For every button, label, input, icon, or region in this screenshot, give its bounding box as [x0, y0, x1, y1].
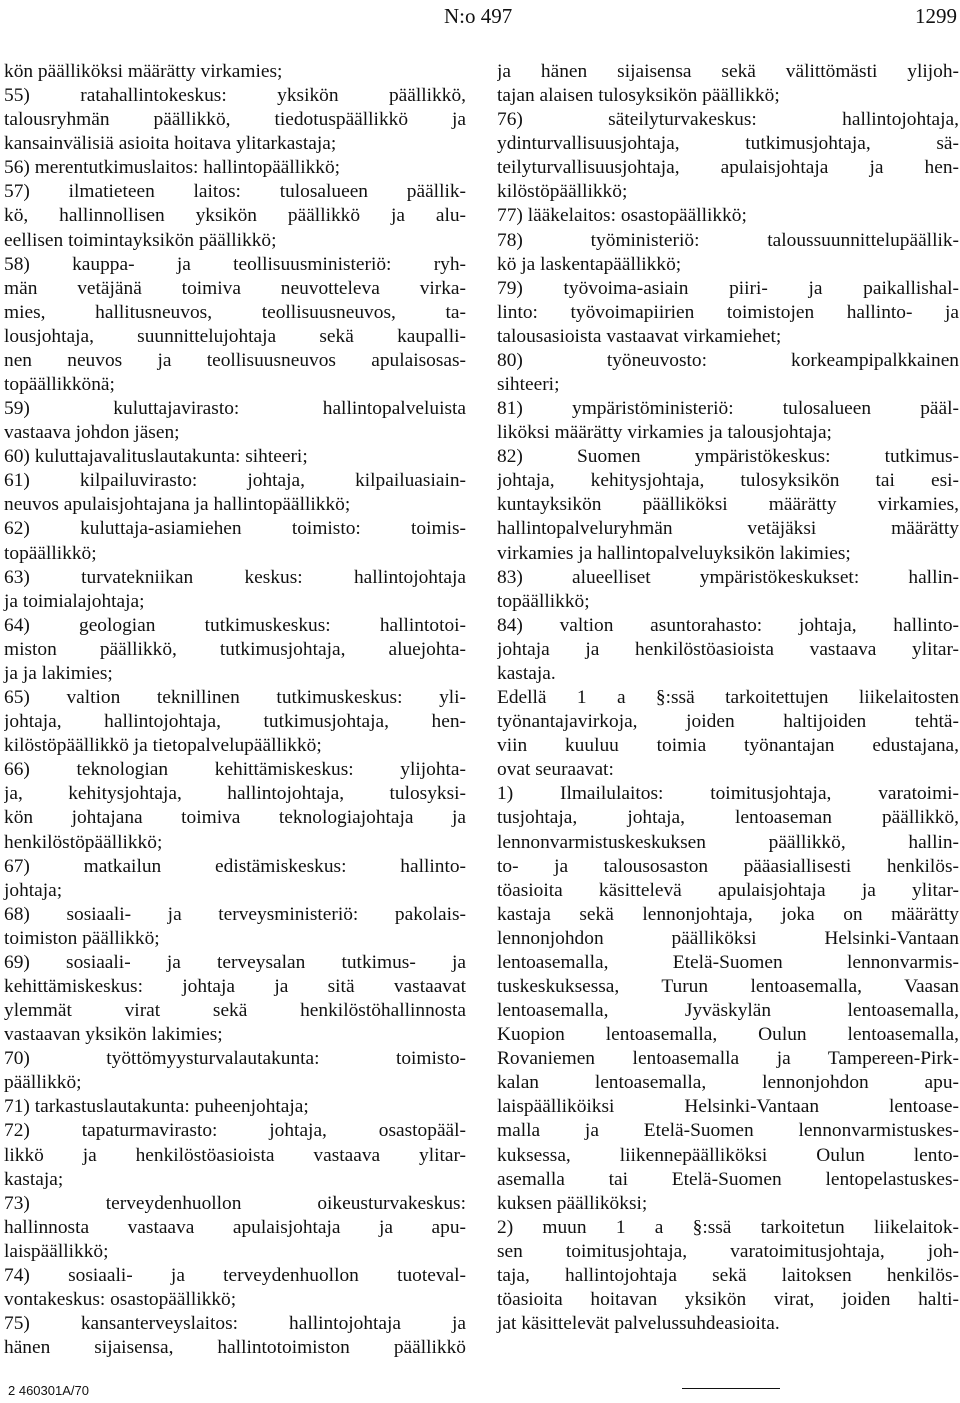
- text-line: lousjohtaja, suunnittelujohtaja sekä kaupalli-: [4, 325, 466, 347]
- text-line: kö, hallinnollisen yksikön päällikkö ja alu-: [4, 205, 466, 227]
- text-line: vontakeskus: osastopäällikkö;: [4, 1288, 237, 1310]
- text-line: män vetäjänä toimiva neuvotteleva virka-: [4, 277, 466, 299]
- text-line: eellisen toimintayksikön päällikkö;: [4, 229, 277, 251]
- text-line: kastaja;: [4, 1168, 64, 1190]
- text-line: Rovaniemen lentoasemalla ja Tampereen-Pirk-: [497, 1048, 959, 1070]
- page-number: 1299: [915, 4, 957, 28]
- text-line: sihteeri;: [497, 374, 560, 396]
- text-line: talousryhmän päällikkö, tiedotuspäällikkö ja: [4, 109, 466, 131]
- end-divider-rule: [682, 1388, 780, 1389]
- text-line: 56) merentutkimuslaitos: hallintopäällikkö;: [4, 157, 341, 179]
- text-line: malla ja Etelä-Suomen lennonvarmistuskes-: [497, 1120, 959, 1142]
- text-line: tuskeskuksessa, Turun lentoasemalla, Vaasan: [497, 975, 959, 997]
- text-line: liköksi määrätty virkamies ja talousjohtaja;: [497, 422, 832, 444]
- text-line: töasioita hoitavan yksikön virat, joiden halti-: [497, 1288, 959, 1310]
- print-code: 2 460301A/70: [8, 1383, 89, 1398]
- text-line: 72) tapaturmavirasto: johtaja, osastopääl-: [4, 1120, 466, 1142]
- text-line: ydinturvallisuusjohtaja, tutkimusjohtaja, sä-: [497, 133, 959, 155]
- text-line: päällikkö;: [4, 1072, 82, 1094]
- text-line: Kuopion lentoasemalla, Oulun lentoasemalla,: [497, 1024, 959, 1046]
- text-line: viin kuuluu toimia työnantajan edustajana,: [497, 735, 959, 757]
- text-line: johtaja ja henkilöstöasioista vastaava ylitar-: [497, 638, 959, 660]
- text-line: kalan lentoasemalla, lennonjohdon apu-: [497, 1072, 959, 1094]
- text-line: nen neuvos ja teollisuusneuvos apulaisosas-: [4, 349, 466, 371]
- text-line: 68) sosiaali- ja terveysministeriö: pakolais-: [4, 903, 466, 925]
- text-line: 77) lääkelaitos: osastopäällikkö;: [497, 205, 747, 227]
- text-line: 59) kuluttajavirasto: hallintopalveluista: [4, 398, 466, 420]
- text-line: 64) geologian tutkimuskeskus: hallintotoi-: [4, 614, 466, 636]
- text-line: ja toimialajohtaja;: [4, 590, 145, 612]
- text-line: tajan alaisen tulosyksikön päällikkö;: [497, 85, 780, 107]
- text-line: Edellä 1 a §:ssä tarkoitettujen liikelaitosten: [497, 687, 959, 709]
- left-text-column: [4, 60, 466, 1360]
- text-line: laispäälliköiksi Helsinki-Vantaan lentoase-: [497, 1096, 959, 1118]
- text-line: johtaja, hallintojohtaja, tutkimusjohtaja, hen-: [4, 711, 466, 733]
- text-line: vastaavan yksikön lakimies;: [4, 1024, 223, 1046]
- text-line: laispäällikkö;: [4, 1240, 109, 1262]
- text-line: ja hänen sijaisensa sekä välittömästi ylijoh-: [497, 61, 959, 82]
- text-line: johtaja;: [4, 879, 63, 901]
- text-line: virkamies ja hallintopalveluyksikön lakimies;: [497, 542, 851, 564]
- text-line: 57) ilmatieteen laitos: tulosalueen päällik-: [4, 181, 466, 203]
- text-line: ja ja lakimies;: [4, 662, 113, 684]
- text-line: 76) säteilyturvakeskus: hallintojohtaja,: [497, 109, 959, 131]
- text-line: ovat seuraavat:: [497, 759, 614, 781]
- text-line: vastaava johdon jäsen;: [4, 422, 180, 444]
- text-line: 58) kauppa- ja teollisuusministeriö: ryh-: [4, 253, 466, 275]
- text-line: 84) valtion asuntorahasto: johtaja, hallinto-: [497, 614, 959, 636]
- text-line: hallinnosta vastaava apulaisjohtaja ja apu-: [4, 1216, 466, 1238]
- text-line: 65) valtion teknillinen tutkimuskeskus: yli-: [4, 687, 466, 709]
- text-line: hänen sijaisensa, hallintotoimiston päällikkö: [4, 1337, 466, 1359]
- text-line: topäällikkö;: [4, 542, 97, 564]
- text-line: 81) ympäristöministeriö: tulosalueen pääl-: [497, 398, 959, 420]
- text-line: 60) kuluttajavalituslautakunta: sihteeri;: [4, 446, 308, 468]
- text-line: 63) turvatekniikan keskus: hallintojohtaja: [4, 566, 466, 588]
- text-line: mies, hallitusneuvos, teollisuusneuvos, ta-: [4, 301, 466, 323]
- text-line: 69) sosiaali- ja terveysalan tutkimus- ja: [4, 951, 466, 973]
- text-line: jat käsittelevät palvelussuhdeasioita.: [497, 1313, 780, 1335]
- text-line: 75) kansanterveyslaitos: hallintojohtaja ja: [4, 1313, 466, 1335]
- text-line: 83) alueelliset ympäristökeskukset: hallin-: [497, 566, 959, 588]
- text-line: 1) Ilmailulaitos: toimitusjohtaja, varatoimi-: [497, 783, 959, 805]
- text-line: 62) kuluttaja-asiamiehen toimisto: toimis-: [4, 518, 466, 540]
- text-line: lentoasemalla, Etelä-Suomen lennonvarmis-: [497, 951, 959, 973]
- text-line: 82) Suomen ympäristökeskus: tutkimus-: [497, 446, 959, 468]
- text-line: kuntayksikön päälliköksi määrätty virkamies,: [497, 494, 959, 516]
- text-line: kilöstöpäällikkö;: [497, 181, 628, 203]
- text-line: likkö ja henkilöstöasioista vastaava ylitar-: [4, 1144, 466, 1166]
- text-line: ja, kehitysjohtaja, hallintojohtaja, tulosyksi-: [4, 783, 466, 805]
- text-line: sen toimitusjohtaja, varatoimitusjohtaja, joh-: [497, 1240, 959, 1262]
- text-line: 74) sosiaali- ja terveydenhuollon tuoteval-: [4, 1264, 466, 1286]
- text-line: linto: työvoimapiirien toimistojen hallinto- ja: [497, 301, 959, 323]
- text-line: lennonvarmistuskeskuksen päällikkö, hallin-: [497, 831, 959, 853]
- text-line: 70) työttömyysturvalautakunta: toimisto-: [4, 1048, 466, 1070]
- text-line: kön päälliköksi määrätty virkamies;: [4, 61, 283, 82]
- text-line: 55) ratahallintokeskus: yksikön päällikkö,: [4, 85, 466, 107]
- text-line: talousasioista vastaavat virkamiehet;: [497, 325, 782, 347]
- text-line: to- ja talousosaston pääasiallisesti henkilös-: [497, 855, 959, 877]
- text-line: teilyturvallisuusjohtaja, apulaisjohtaja ja hen-: [497, 157, 959, 179]
- right-text-column: [497, 60, 959, 1336]
- text-line: kuksen päälliköksi;: [497, 1192, 648, 1214]
- text-line: topäällikkö;: [497, 590, 590, 612]
- text-line: asemalla tai Etelä-Suomen lentopelastuskes-: [497, 1168, 959, 1190]
- text-line: hallintopalveluryhmän vetäjäksi määrätty: [497, 518, 959, 540]
- text-line: ylemmät virat sekä henkilöstöhallinnosta: [4, 1000, 466, 1022]
- text-line: 67) matkailun edistämiskeskus: hallinto-: [4, 855, 466, 877]
- text-line: miston päällikkö, tutkimusjohtaja, aluejohta-: [4, 638, 466, 660]
- text-line: kuksessa, liikennepäälliköksi Oulun lento-: [497, 1144, 959, 1166]
- text-line: topäällikkönä;: [4, 374, 115, 396]
- text-line: neuvos apulaisjohtajana ja hallintopäällikkö;: [4, 494, 351, 516]
- text-line: kö ja laskentapäällikkö;: [497, 253, 682, 275]
- text-line: kansainvälisiä asioita hoitava ylitarkastaja;: [4, 133, 337, 155]
- text-line: taja, hallintojohtaja sekä laitoksen henkilös-: [497, 1264, 959, 1286]
- statute-number: N:o 497: [444, 4, 513, 28]
- text-line: 78) työministeriö: taloussuunnittelupäällik-: [497, 229, 959, 251]
- text-line: töasioita käsittelevä apulaisjohtaja ja ylitar-: [497, 879, 959, 901]
- text-line: toimiston päällikkö;: [4, 927, 160, 949]
- text-line: 66) teknologian kehittämiskeskus: ylijohta-: [4, 759, 466, 781]
- text-line: kilöstöpäällikkö ja tietopalvelupäällikkö;: [4, 735, 322, 757]
- text-line: lentoasemalla, Jyväskylän lentoasemalla,: [497, 1000, 959, 1022]
- text-line: 71) tarkastuslautakunta: puheenjohtaja;: [4, 1096, 309, 1118]
- text-line: 2) muun 1 a §:ssä tarkoitetun liikelaitok-: [497, 1216, 959, 1238]
- text-line: 79) työvoima-asiain piiri- ja paikallishal-: [497, 277, 959, 299]
- text-line: kastaja sekä lennonjohtaja, joka on määrätty: [497, 903, 959, 925]
- text-line: johtaja, kehitysjohtaja, tulosyksikön tai esi-: [497, 470, 959, 492]
- text-line: henkilöstöpäällikkö;: [4, 831, 163, 853]
- text-line: tusjohtaja, johtaja, lentoaseman päällikkö,: [497, 807, 959, 829]
- text-line: 73) terveydenhuollon oikeusturvakeskus:: [4, 1192, 466, 1214]
- text-line: 80) työneuvosto: korkeampipalkkainen: [497, 349, 959, 371]
- text-line: lennonjohdon päälliköksi Helsinki-Vantaan: [497, 927, 959, 949]
- text-line: kön johtajana toimiva teknologiajohtaja ja: [4, 807, 466, 829]
- text-line: työnantajavirkoja, joiden haltijoiden tehtä-: [497, 711, 959, 733]
- text-line: 61) kilpailuvirasto: johtaja, kilpailuasiain-: [4, 470, 466, 492]
- text-line: kehittämiskeskus: johtaja ja sitä vastaavat: [4, 975, 466, 997]
- text-line: kastaja.: [497, 662, 556, 684]
